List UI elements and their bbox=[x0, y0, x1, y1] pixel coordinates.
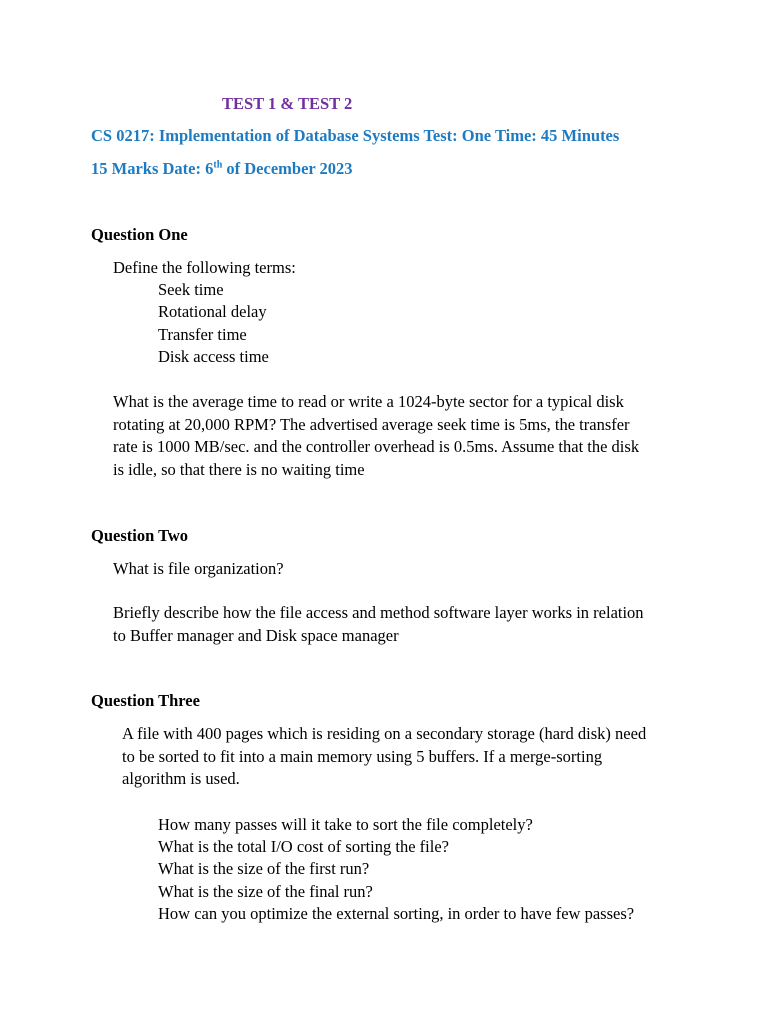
subquestion-item: What is the total I/O cost of sorting the file? bbox=[158, 837, 449, 856]
question-two-paragraph-line: to Buffer manager and Disk space manager bbox=[113, 626, 399, 645]
term-item: Disk access time bbox=[158, 347, 269, 366]
test-title: TEST 1 & TEST 2 bbox=[222, 94, 353, 113]
question-three-paragraph-line: A file with 400 pages which is residing on a secondary storage (hard disk) need bbox=[122, 724, 647, 743]
marks-date-superscript: th bbox=[213, 159, 223, 171]
question-three-paragraph-line: algorithm is used. bbox=[122, 769, 240, 788]
question-one-intro: Define the following terms: bbox=[113, 258, 296, 277]
term-item: Transfer time bbox=[158, 325, 247, 344]
term-item: Rotational delay bbox=[158, 302, 267, 321]
subquestion-item: What is the size of the first run? bbox=[158, 859, 370, 878]
question-one-paragraph-line: is idle, so that there is no waiting time bbox=[113, 460, 365, 479]
question-one-heading: Question One bbox=[91, 225, 188, 244]
subquestion-item: How many passes will it take to sort the file completely? bbox=[158, 815, 533, 834]
marks-date-line bbox=[91, 158, 353, 180]
term-item: Seek time bbox=[158, 280, 224, 299]
subquestion-item: How can you optimize the external sorting, in order to have few passes? bbox=[158, 904, 635, 923]
subquestion-item: What is the size of the final run? bbox=[158, 882, 373, 901]
question-two-first-question: What is file organization? bbox=[113, 559, 284, 578]
question-two-heading: Question Two bbox=[91, 526, 189, 545]
question-two-paragraph-line: Briefly describe how the file access and method software layer works in relation bbox=[113, 603, 644, 622]
question-one-paragraph-line: rotating at 20,000 RPM? The advertised average seek time is 5ms, the transfer bbox=[113, 415, 630, 434]
question-three-heading: Question Three bbox=[91, 691, 200, 710]
course-line: CS 0217: Implementation of Database Systems Test: One Time: 45 Minutes bbox=[91, 126, 620, 145]
question-three-paragraph-line: to be sorted to fit into a main memory using 5 buffers. If a merge-sorting bbox=[122, 747, 603, 766]
question-one-paragraph-line: rate is 1000 MB/sec. and the controller overhead is 0.5ms. Assume that the disk bbox=[113, 437, 640, 456]
marks-date-prefix: 15 Marks Date: 6 bbox=[91, 159, 214, 178]
question-one-paragraph-line: What is the average time to read or write a 1024-byte sector for a typical disk bbox=[113, 392, 624, 411]
marks-date-suffix: of December 2023 bbox=[222, 159, 353, 178]
